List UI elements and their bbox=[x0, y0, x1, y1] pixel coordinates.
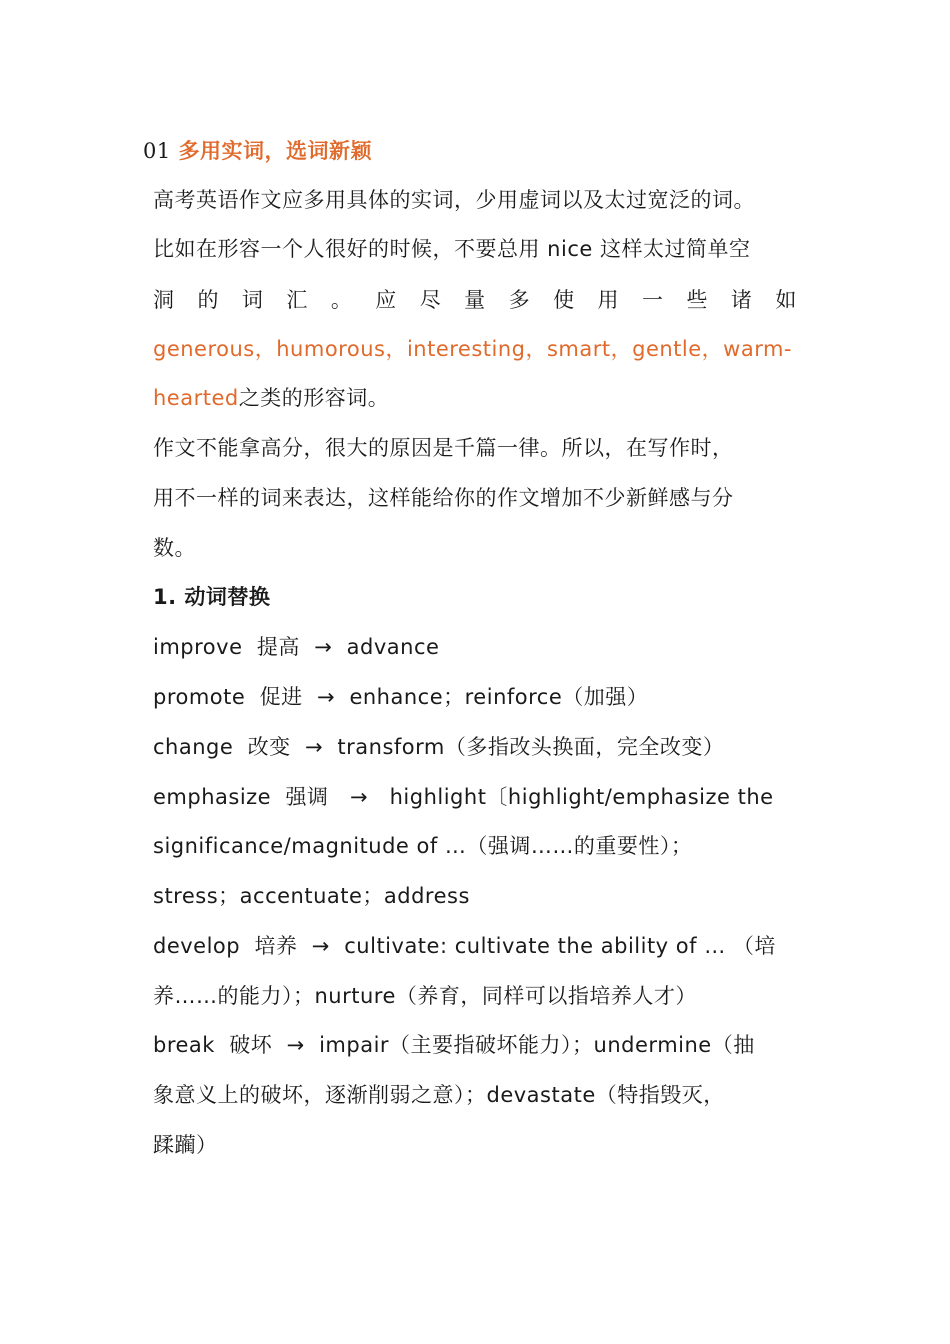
para2-line-3: 数。 bbox=[153, 536, 196, 560]
char: 些 bbox=[686, 288, 708, 312]
heading-number: 01 bbox=[143, 139, 171, 163]
heading-title: 多用实词，选词新颖 bbox=[178, 139, 373, 163]
intro-line-1: 高考英语作文应多用具体的实词，少用虚词以及太过宽泛的词。 bbox=[153, 188, 755, 212]
char: 一 bbox=[641, 288, 664, 312]
intro-line-5 bbox=[153, 383, 797, 413]
char: 用 bbox=[597, 288, 620, 312]
entry-promote: promote 促进 → enhance；reinforce（加强） bbox=[153, 685, 649, 709]
char: 多 bbox=[508, 288, 531, 312]
intro-line-2: 比如在形容一个人很好的时候，不要总用 nice 这样太过简单空 bbox=[153, 237, 751, 261]
entry-emphasize-synonyms: stress；accentuate；address bbox=[153, 884, 470, 908]
intro-line-3 bbox=[153, 285, 797, 315]
entry-break-cont: 象意义上的破坏，逐渐削弱之意）；devastate（特指毁灭， bbox=[153, 1083, 725, 1107]
entry-change: change 改变 → transform（多指改头换面，完全改变） bbox=[153, 735, 725, 759]
char: 。 bbox=[330, 288, 353, 312]
section1-title: 1. 动词替换 bbox=[153, 585, 271, 609]
entry-develop-cont: 养……的能力）；nurture（养育，同样可以指培养人才） bbox=[153, 984, 697, 1008]
intro-line-5-rest: 之类的形容词。 bbox=[238, 386, 390, 410]
char: 如 bbox=[775, 288, 797, 312]
para2-line-1: 作文不能拿高分，很大的原因是千篇一律。所以，在写作时， bbox=[153, 436, 734, 460]
char: 汇 bbox=[286, 288, 308, 312]
char: 量 bbox=[464, 288, 486, 312]
char: 尽 bbox=[419, 288, 442, 312]
entry-emphasize: emphasize 强调 → highlight〔highlight/emphasize the bbox=[153, 785, 774, 809]
adjective-list: generous，humorous，interesting，smart，gentle，warm- bbox=[153, 337, 793, 361]
char: 词 bbox=[241, 288, 264, 312]
entry-develop: develop 培养 → cultivate: cultivate the ability of … （培 bbox=[153, 934, 776, 958]
entry-emphasize-cont: significance/magnitude of …（强调……的重要性）； bbox=[153, 834, 693, 858]
char: 洞 bbox=[153, 288, 175, 312]
char: 诸 bbox=[730, 288, 753, 312]
char: 使 bbox=[553, 288, 575, 312]
entry-break-end: 蹂躏） bbox=[153, 1133, 218, 1157]
entry-break: break 破坏 → impair（主要指破坏能力）；undermine（抽 bbox=[153, 1033, 755, 1057]
char: 应 bbox=[375, 288, 397, 312]
char: 的 bbox=[197, 288, 219, 312]
section-heading bbox=[143, 136, 787, 166]
para2-line-2: 用不一样的词来表达，这样能给你的作文增加不少新鲜感与分 bbox=[153, 486, 734, 510]
adjective-hearted: hearted bbox=[153, 386, 239, 410]
entry-improve: improve 提高 → advance bbox=[153, 635, 440, 659]
